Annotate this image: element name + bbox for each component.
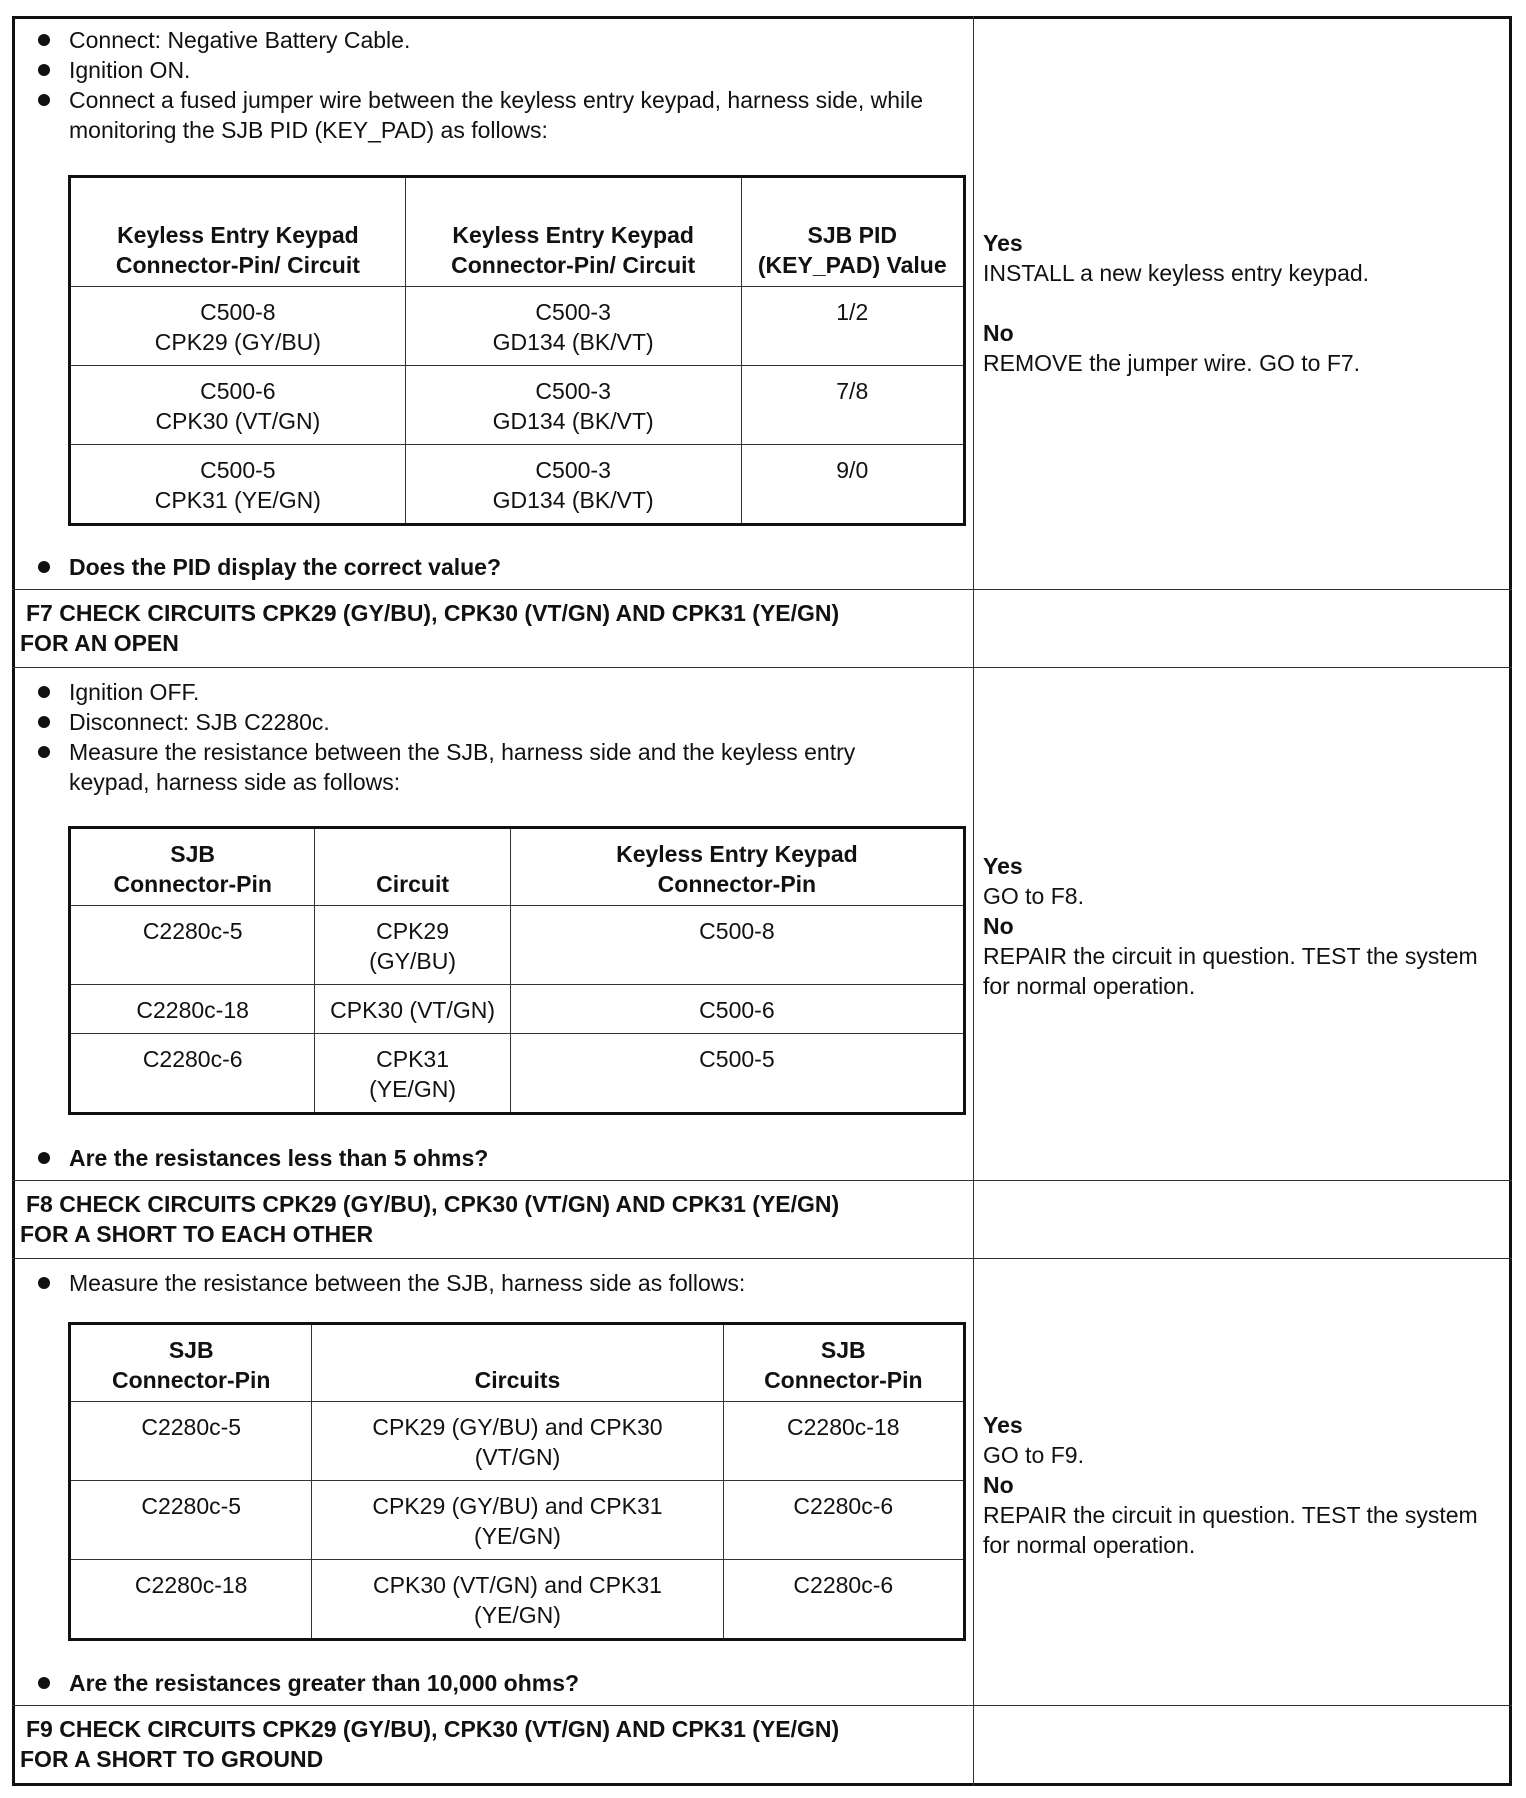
table-row: C2280c-18 CPK30 (VT/GN) C500-6 bbox=[70, 985, 965, 1034]
question: Are the resistances greater than 10,000 ohms? bbox=[12, 1668, 973, 1698]
row-divider bbox=[12, 667, 1512, 668]
f8-instructions bbox=[12, 1268, 973, 1298]
column-divider bbox=[973, 16, 974, 1786]
yes-action: INSTALL a new keyless entry keypad. bbox=[983, 260, 1370, 286]
table-row: C500-5 CPK31 (YE/GN) C500-3 GD134 (BK/VT) 9/0 bbox=[70, 445, 965, 525]
f7-heading: F7 CHECK CIRCUITS CPK29 (GY/BU), CPK30 (VT/GN) AND CPK31 (YE/GN) FOR AN OPEN bbox=[20, 600, 840, 656]
f6-result bbox=[983, 228, 1503, 378]
bullet-item: Ignition ON. bbox=[12, 55, 942, 85]
table-header: SJB PID (KEY_PAD) Value bbox=[741, 177, 964, 287]
bullet-item: Measure the resistance between the SJB, harness side as follows: bbox=[12, 1268, 942, 1298]
yes-label: Yes bbox=[983, 1412, 1023, 1438]
bullet-item: Connect: Negative Battery Cable. bbox=[12, 25, 942, 55]
no-label: No bbox=[983, 913, 1014, 939]
yes-label: Yes bbox=[983, 230, 1023, 256]
table-header: Keyless Entry Keypad Connector-Pin/ Circuit bbox=[405, 177, 741, 287]
table-row: C500-6 CPK30 (VT/GN) C500-3 GD134 (BK/VT) 7/8 bbox=[70, 366, 965, 445]
bullet-item: Connect a fused jumper wire between the keyless entry keypad, harness side, while monitoring the SJB PID (KEY_PAD) as follows: bbox=[12, 85, 942, 145]
table-row: C2280c-5 CPK29 (GY/BU) and CPK31 (YE/GN) C2280c-6 bbox=[70, 1481, 965, 1560]
bullet-item: Measure the resistance between the SJB, harness side and the keyless entry keypad, harness side as follows: bbox=[12, 737, 942, 797]
f7-resistance-table bbox=[68, 826, 966, 1115]
table-header: Circuit bbox=[315, 828, 510, 906]
table-row: C500-8 CPK29 (GY/BU) C500-3 GD134 (BK/VT) 1/2 bbox=[70, 287, 965, 366]
row-divider bbox=[12, 589, 1512, 590]
table-row: C2280c-6 CPK31 (YE/GN) C500-5 bbox=[70, 1034, 965, 1114]
yes-action: GO to F8. bbox=[983, 883, 1084, 909]
table-header: SJB Connector-Pin bbox=[723, 1324, 964, 1402]
f9-heading: F9 CHECK CIRCUITS CPK29 (GY/BU), CPK30 (VT/GN) AND CPK31 (YE/GN) FOR A SHORT TO GROUND bbox=[20, 1716, 840, 1772]
table-header: Keyless Entry Keypad Connector-Pin/ Circuit bbox=[70, 177, 406, 287]
table-row: C2280c-18 CPK30 (VT/GN) and CPK31 (YE/GN) C2280c-6 bbox=[70, 1560, 965, 1640]
f7-instructions bbox=[12, 677, 973, 797]
row-divider bbox=[12, 1705, 1512, 1706]
f6-keypad-pid-table bbox=[68, 175, 966, 526]
bullet-item: Ignition OFF. bbox=[12, 677, 942, 707]
no-label: No bbox=[983, 320, 1014, 346]
no-action: REPAIR the circuit in question. TEST the system for normal operation. bbox=[983, 1502, 1478, 1558]
table-header: SJB Connector-Pin bbox=[70, 1324, 312, 1402]
f8-short-table bbox=[68, 1322, 966, 1641]
no-action: REPAIR the circuit in question. TEST the system for normal operation. bbox=[983, 943, 1478, 999]
no-action: REMOVE the jumper wire. GO to F7. bbox=[983, 350, 1361, 376]
question: Does the PID display the correct value? bbox=[12, 552, 973, 582]
table-header: Circuits bbox=[312, 1324, 723, 1402]
row-divider bbox=[12, 1180, 1512, 1181]
table-row: C2280c-5 CPK29 (GY/BU) and CPK30 (VT/GN) C2280c-18 bbox=[70, 1402, 965, 1481]
f7-result bbox=[983, 851, 1503, 1001]
question: Are the resistances less than 5 ohms? bbox=[12, 1143, 973, 1173]
yes-action: GO to F9. bbox=[983, 1442, 1084, 1468]
row-divider bbox=[12, 1258, 1512, 1259]
f6-instructions bbox=[12, 25, 973, 145]
table-header: SJB Connector-Pin bbox=[70, 828, 315, 906]
table-row: C2280c-5 CPK29 (GY/BU) C500-8 bbox=[70, 906, 965, 985]
f8-heading: F8 CHECK CIRCUITS CPK29 (GY/BU), CPK30 (VT/GN) AND CPK31 (YE/GN) FOR A SHORT TO EACH OTHER bbox=[20, 1191, 840, 1247]
bullet-item: Disconnect: SJB C2280c. bbox=[12, 707, 942, 737]
table-header: Keyless Entry Keypad Connector-Pin bbox=[510, 828, 964, 906]
yes-label: Yes bbox=[983, 853, 1023, 879]
no-label: No bbox=[983, 1472, 1014, 1498]
f8-result bbox=[983, 1410, 1503, 1560]
